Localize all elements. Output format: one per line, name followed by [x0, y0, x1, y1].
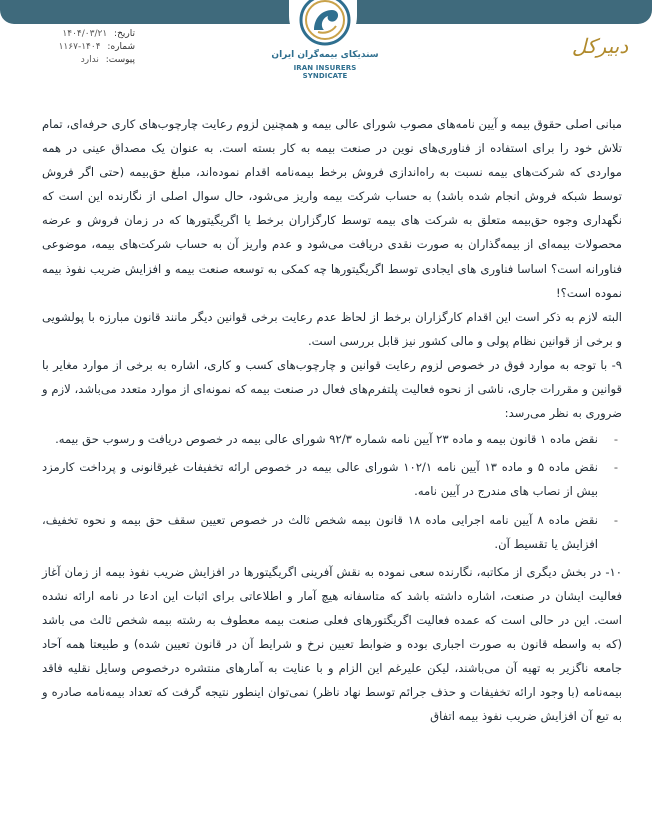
syndicate-logo	[270, 0, 380, 80]
meta-attachment-label: پیوست:	[105, 55, 135, 65]
meta-number-label: شماره:	[107, 42, 135, 52]
bullet-dash: -	[613, 512, 618, 527]
paragraph-2: البته لازم به ذکر است این اقدام کارگزاران برخط از لحاظ عدم رعایت برخی قوانین دیگر مانند قانون مبارزه با پولشویی و برخی از قوانین نظام پولی و مالی کشور نیز قابل بررسی است.	[42, 309, 622, 348]
letter-body	[42, 112, 622, 728]
logo-name-persian: سندیکای بیمه‌گران ایران	[271, 50, 379, 60]
paragraph-4: ۱۰- در بخش دیگری از مکاتبه، نگارنده سعی نموده به نقش آفرینی اگریگیتورها در افزایش ضریب نفوذ بیمه از زمان آغاز فعالیت ایشان در صنعت، اشاره داشته باشد که متاسفانه هیچ آمار و اطلاعاتی برای اثبات این ادعا در نامه ارائه نشده است. این در حالی است که عمده فعالیت اگریگتورهای فعلی صنعت بیمه معطوف به رشته بیمه شخص ثالث می باشد (که به واسطه قانون به صورت اجباری بوده و ضوابط تعیین نرخ و شرایط آن در قانون تعیین شده) و طبیعتا همه آحاد جامعه ناگزیر به تهیه آن می‌باشند، لیکن علیرغم این الزام و با عنایت به آمارهای منتشره درخصوص وسایل نقلیه فاقد بیمه‌نامه (با وجود ارائه تخفیفات و حذف جرائم توسط نهاد ناظر) نمی‌توان اینطور نتیجه گرفت که تعداد بیمه‌نامه صادره و به تبع آن افزایش ضریب نفوذ بیمه اتفاق	[42, 564, 622, 724]
list-item	[42, 508, 622, 556]
list-item	[42, 455, 622, 503]
letter-metadata	[40, 28, 135, 67]
meta-attachment	[40, 54, 135, 67]
bullet-dash: -	[613, 432, 618, 447]
meta-date	[40, 28, 135, 41]
paragraph-1: مبانی اصلی حقوق بیمه و آیین نامه‌های مصوب شورای عالی بیمه و همچنین لزوم رعایت چارچوب‌های کاری حرفه‌ای، تمام تلاش خود را برای استفاده از فناوری‌های نوین در صنعت بیمه به کار بسته است. به عنوان یک مصداق عینی در همه مواردی که شرکت‌های بیمه نسبت به راه‌اندازی فروش برخط بیمه‌نامه اقدام نموده‌اند، مبلغ حق‌بیمه (حتی اگر فروش توسط شبکه فروش انجام شده باشد) به حساب شرکت بیمه واریز می‌شود، حال سوال اصلی از نگارنده این است که نگهداری وجوه حق‌بیمه متعلق به شرکت های بیمه توسط کارگزاران برخط یا اگریگیتورها که در زمان فروش و عرضه محصولات بیمه‌ای از بیمه‌گذاران به صورت نقدی دریافت می‌شود و عدم واریز آن به حساب شرکت‌های بیمه، موضوعی فناورانه است؟ اساسا فناوری های ایجادی توسط اگریگیتورها چه کمکی به توسعه صنعت بیمه و افزایش ضریب نفوذ بیمه نموده است؟!	[42, 117, 622, 300]
list-item	[42, 427, 622, 451]
logo-name-english: IRAN INSURERS SYNDICATE	[293, 64, 357, 80]
meta-date-label: تاریخ:	[114, 29, 135, 39]
bullet-dash: -	[613, 460, 618, 475]
violation-list	[42, 427, 622, 555]
meta-number	[40, 41, 135, 54]
paragraph-3: ۹- با توجه به موارد فوق در خصوص لزوم رعایت قوانین و چارچوب‌های کسب و کاری، اشاره به برخی از موارد مغایر با قوانین و مقررات جاری، ناشی از نحوه فعالیت پلتفرم‌های فعال در صنعت بیمه که نمونه‌ای از موارد متعدد می‌باشد، لازم و ضروری به نظر می‌رسد:	[42, 357, 622, 421]
meta-number-value: ۱۴۰۴-۱۱۶۷	[58, 42, 101, 52]
secretary-general-signature: دبیرکل	[571, 34, 629, 58]
list-item-text: نقض ماده ۱ قانون بیمه و ماده ۲۳ آیین نامه شماره ۹۲/۳ شورای عالی بیمه در خصوص دریافت و رسوب حق بیمه.	[55, 432, 598, 447]
logo-emblem-icon	[294, 0, 356, 50]
list-item-text: نقض ماده ۵ و ماده ۱۳ آیین نامه ۱۰۲/۱ شورای عالی بیمه در خصوص ارائه تخفیفات غیرقانونی و پرداخت کارمزد بیش از نصاب های مندرج در آیین نامه.	[42, 460, 598, 499]
list-item-text: نقض ماده ۸ آیین نامه اجرایی ماده ۱۸ قانون بیمه شخص ثالث در خصوص تعیین سقف حق بیمه و نحوه تخفیف، افزایش یا تقسیط آن.	[42, 512, 598, 551]
meta-attachment-value: ندارد	[80, 55, 99, 65]
meta-date-value: ۱۴۰۴/۰۳/۲۱	[62, 29, 108, 39]
